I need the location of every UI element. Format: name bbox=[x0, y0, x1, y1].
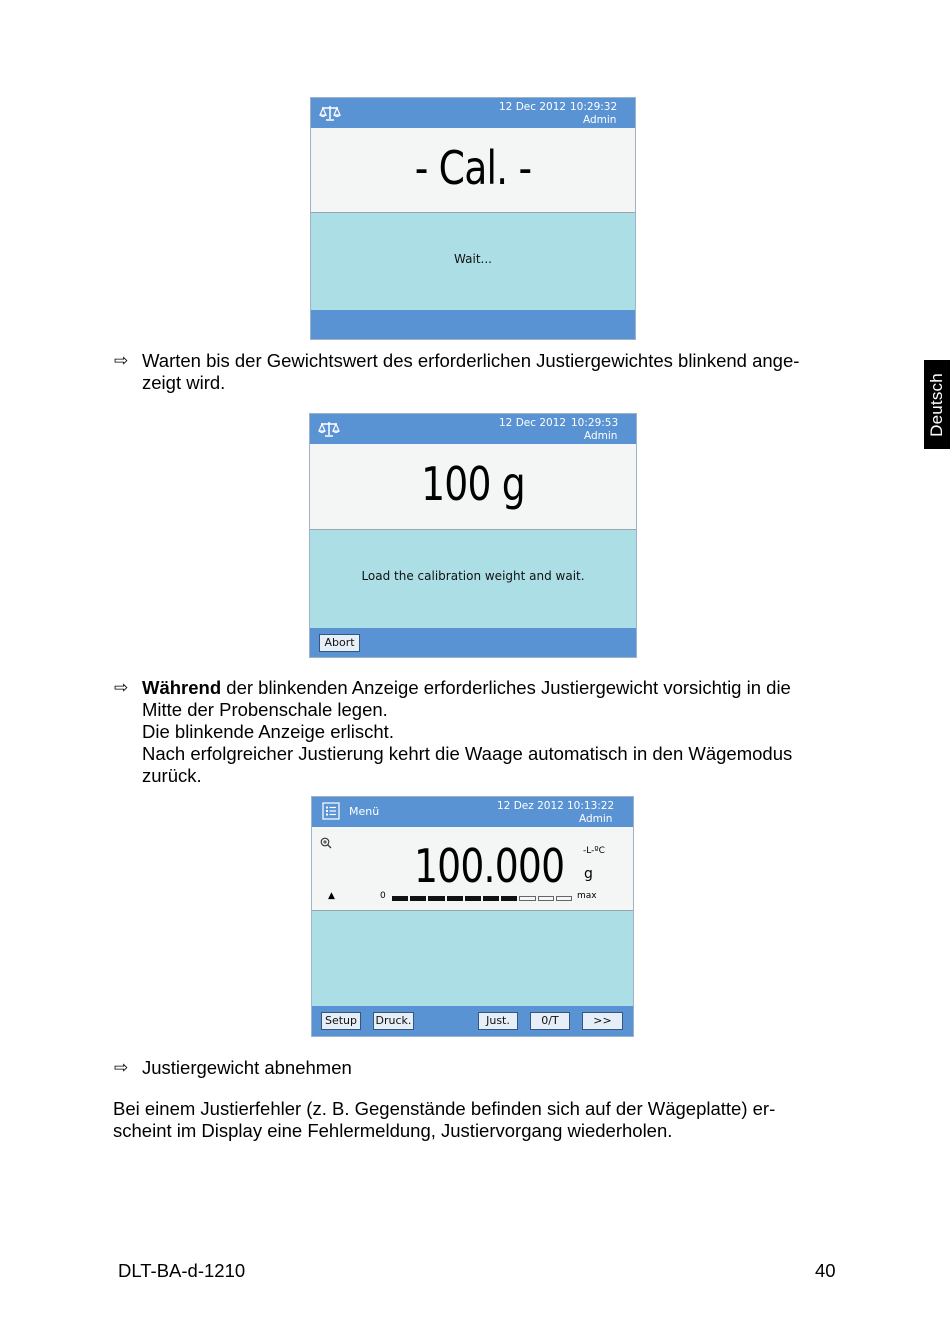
screen-weighing-mode bbox=[311, 796, 634, 1037]
header-time: 10:29:32 bbox=[570, 101, 618, 113]
arrow-icon: ⇨ bbox=[114, 678, 129, 697]
weight-value: 100.000 bbox=[414, 839, 565, 893]
header-date: 12 Dec 2012 bbox=[499, 417, 567, 429]
screen-calibration-wait bbox=[310, 97, 636, 340]
scale-icon bbox=[318, 420, 340, 438]
capacity-segment bbox=[556, 896, 572, 901]
screen-header bbox=[311, 98, 635, 128]
header-date: 12 Dec 2012 bbox=[499, 101, 567, 113]
arrow-icon: ⇨ bbox=[114, 351, 129, 370]
zoom-icon[interactable] bbox=[320, 837, 332, 849]
step-warten: Warten bis der Gewichtswert des erforderlichen Justiergewichtes blinkend ange- zeigt wird. bbox=[142, 350, 800, 393]
adjust-button[interactable]: Just. bbox=[478, 1012, 518, 1030]
capacity-segment bbox=[392, 896, 408, 901]
status-indicator: -L-ºC bbox=[583, 846, 605, 856]
capacity-segment bbox=[483, 896, 499, 901]
header-user: Admin bbox=[583, 114, 617, 126]
header-user: Admin bbox=[584, 430, 618, 442]
arrow-icon: ⇨ bbox=[114, 1058, 129, 1077]
message-area bbox=[310, 530, 636, 629]
screen-load-weight bbox=[309, 413, 637, 658]
display-value: 100 g bbox=[421, 457, 525, 511]
message-area bbox=[311, 213, 635, 311]
header-time: 10:29:53 bbox=[571, 417, 619, 429]
display-value: - Cal. - bbox=[414, 141, 532, 195]
header-user: Admin bbox=[579, 813, 613, 825]
tare-button[interactable]: 0/T bbox=[530, 1012, 570, 1030]
setup-button[interactable]: Setup bbox=[321, 1012, 361, 1030]
language-tab bbox=[924, 360, 950, 449]
footer-bar bbox=[311, 310, 635, 339]
step-abnehmen: Justiergewicht abnehmen bbox=[142, 1057, 352, 1078]
error-note: Bei einem Justierfehler (z. B. Gegenstände befinden sich auf der Wägeplatte) er- scheint im Display eine Fehlermeldung, Justiervorgang wiederholen. bbox=[113, 1098, 776, 1141]
message-text: Wait... bbox=[454, 252, 492, 266]
document-id: DLT-BA-d-1210 bbox=[118, 1260, 246, 1281]
capacity-segment bbox=[428, 896, 444, 901]
capacity-segment bbox=[519, 896, 535, 901]
screen-header bbox=[312, 797, 633, 827]
page-number: 40 bbox=[815, 1260, 836, 1281]
scale-icon bbox=[319, 104, 341, 122]
capacity-segment bbox=[465, 896, 481, 901]
abort-button[interactable]: Abort bbox=[319, 634, 360, 652]
weight-display bbox=[311, 128, 635, 213]
step-waehrend: Während der blinkenden Anzeige erforderliches Justiergewicht vorsichtig in die Mitte der Probenschale legen. Die blinkende Anzeige erlischt. Nach erfolgreicher Justierung kehrt die Waage automatisch in den Wägemodus zurück. bbox=[142, 677, 793, 786]
weight-display bbox=[310, 444, 636, 530]
language-tab-label: Deutsch bbox=[927, 372, 946, 437]
capacity-segment bbox=[410, 896, 426, 901]
more-button[interactable]: >> bbox=[582, 1012, 623, 1030]
menu-icon[interactable] bbox=[322, 802, 340, 820]
screen-header bbox=[310, 414, 636, 444]
stability-arrow-icon: ▲ bbox=[328, 891, 335, 901]
message-area bbox=[312, 911, 633, 1008]
capacity-bar-max: max bbox=[577, 891, 597, 901]
message-text: Load the calibration weight and wait. bbox=[361, 569, 585, 583]
weight-unit: g bbox=[584, 866, 593, 882]
capacity-segment bbox=[501, 896, 517, 901]
print-button[interactable]: Druck. bbox=[373, 1012, 414, 1030]
capacity-bar-min: 0 bbox=[380, 891, 386, 901]
capacity-segment bbox=[538, 896, 554, 901]
footer-bar bbox=[312, 1006, 633, 1036]
footer-bar bbox=[310, 628, 636, 657]
capacity-segment bbox=[447, 896, 463, 901]
menu-label[interactable]: Menü bbox=[349, 805, 380, 818]
header-time: 10:13:22 bbox=[567, 800, 615, 812]
capacity-bar bbox=[392, 896, 572, 901]
weight-display bbox=[312, 827, 633, 911]
header-date: 12 Dez 2012 bbox=[497, 800, 564, 812]
